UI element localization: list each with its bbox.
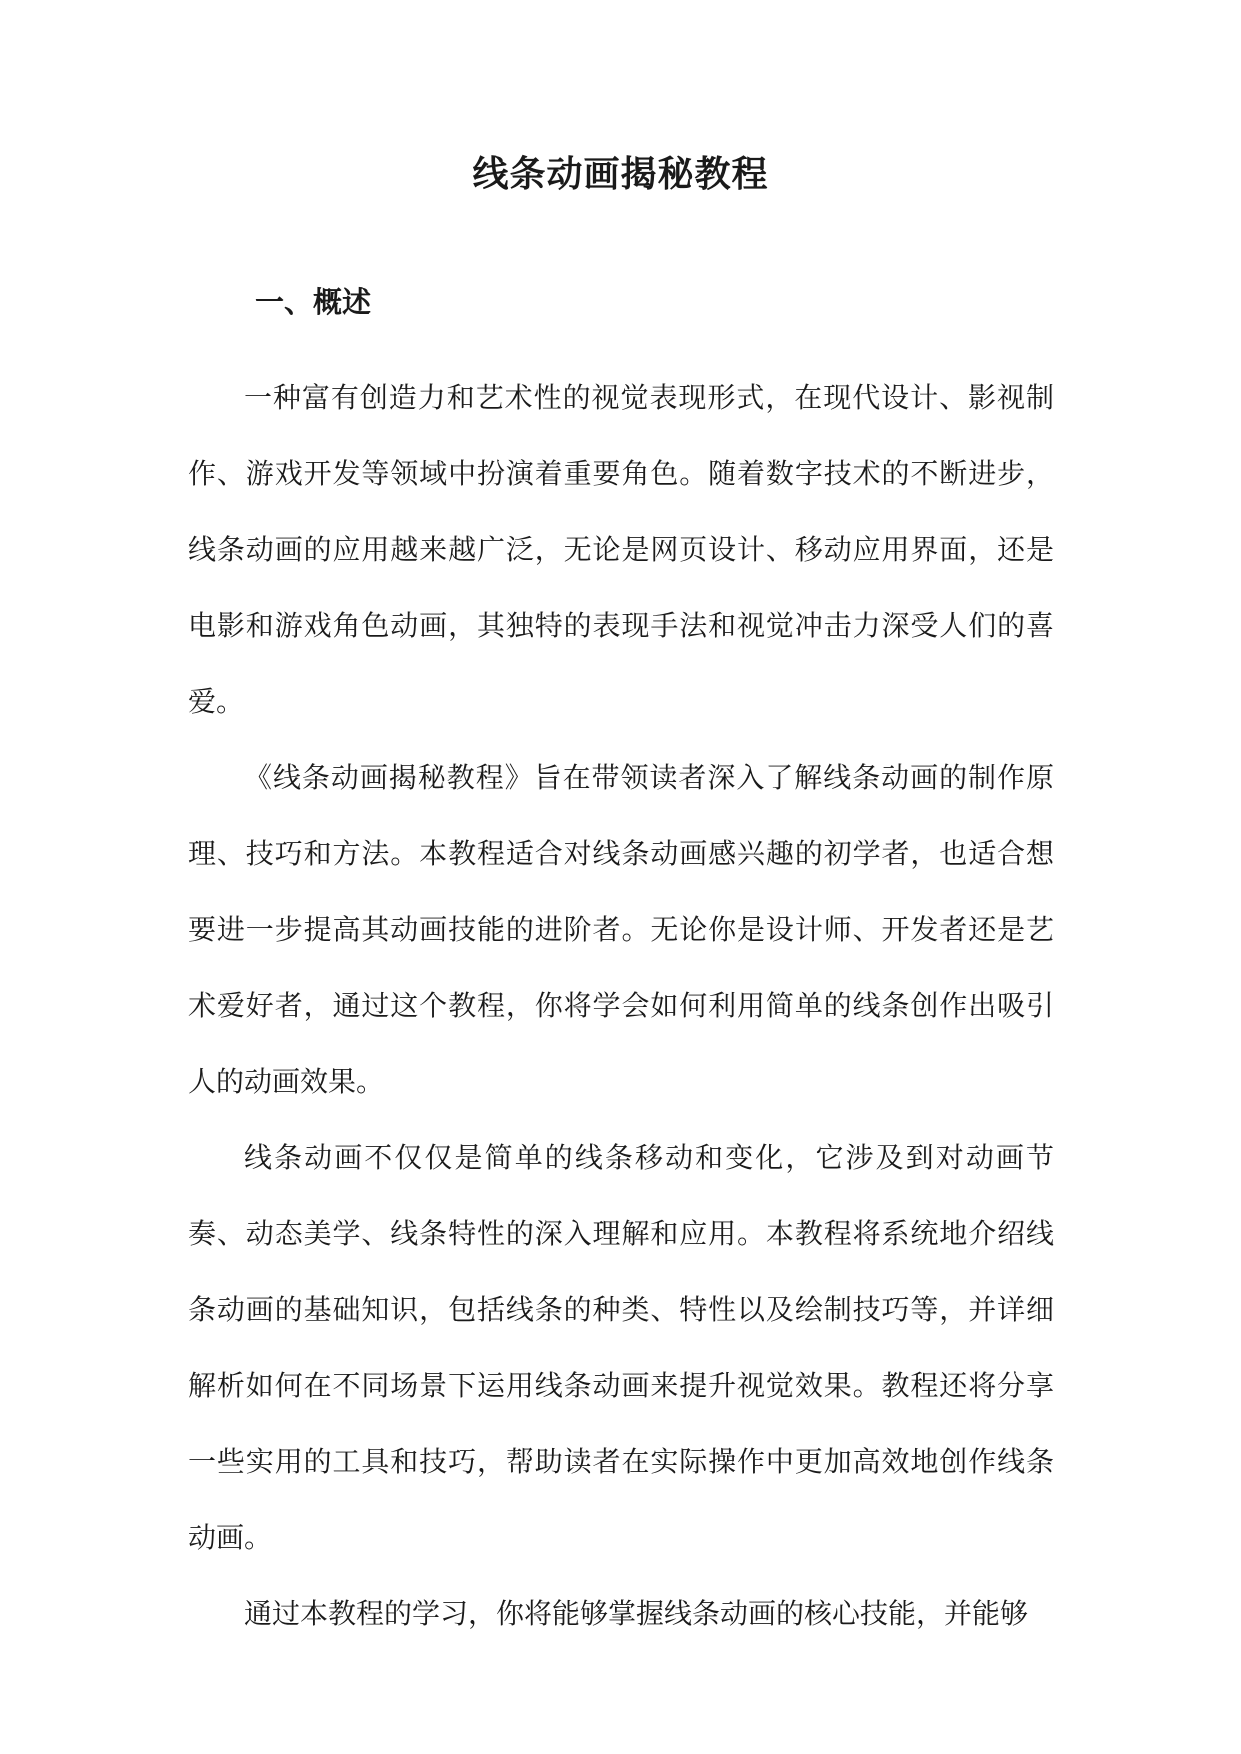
paragraph: 线条动画不仅仅是简单的线条移动和变化，它涉及到对动画节奏、动态美学、线条特性的深入理解和应用。本教程将系统地介绍线条动画的基础知识，包括线条的种类、特性以及绘制技巧等，并详细解析如何在不同场景下运用线条动画来提升视觉效果。教程还将分享一些实用的工具和技巧，帮助读者在实际操作中更加高效地创作线条动画。 [188, 1141, 1054, 1554]
document-title: 线条动画揭秘教程 [472, 154, 769, 195]
paragraph: 《线条动画揭秘教程》旨在带领读者深入了解线条动画的制作原理、技巧和方法。本教程适合对线条动画感兴趣的初学者，也适合想要进一步提高其动画技能的进阶者。无论你是设计师、开发者还是艺术爱好者，通过这个教程，你将学会如何利用简单的线条创作出吸引人的动画效果。 [188, 761, 1054, 1098]
paragraph: 一种富有创造力和艺术性的视觉表现形式，在现代设计、影视制作、游戏开发等领域中扮演着重要角色。随着数字技术的不断进步，线条动画的应用越来越广泛，无论是网页设计、移动应用界面，还是电影和游戏角色动画，其独特的表现手法和视觉冲击力深受人们的喜爱。 [188, 381, 1054, 718]
paragraph: 通过本教程的学习，你将能够掌握线条动画的核心技能，并能够 [244, 1597, 1029, 1630]
section-heading-overview: 一、概述 [255, 285, 372, 319]
section-body [188, 360, 1054, 1652]
